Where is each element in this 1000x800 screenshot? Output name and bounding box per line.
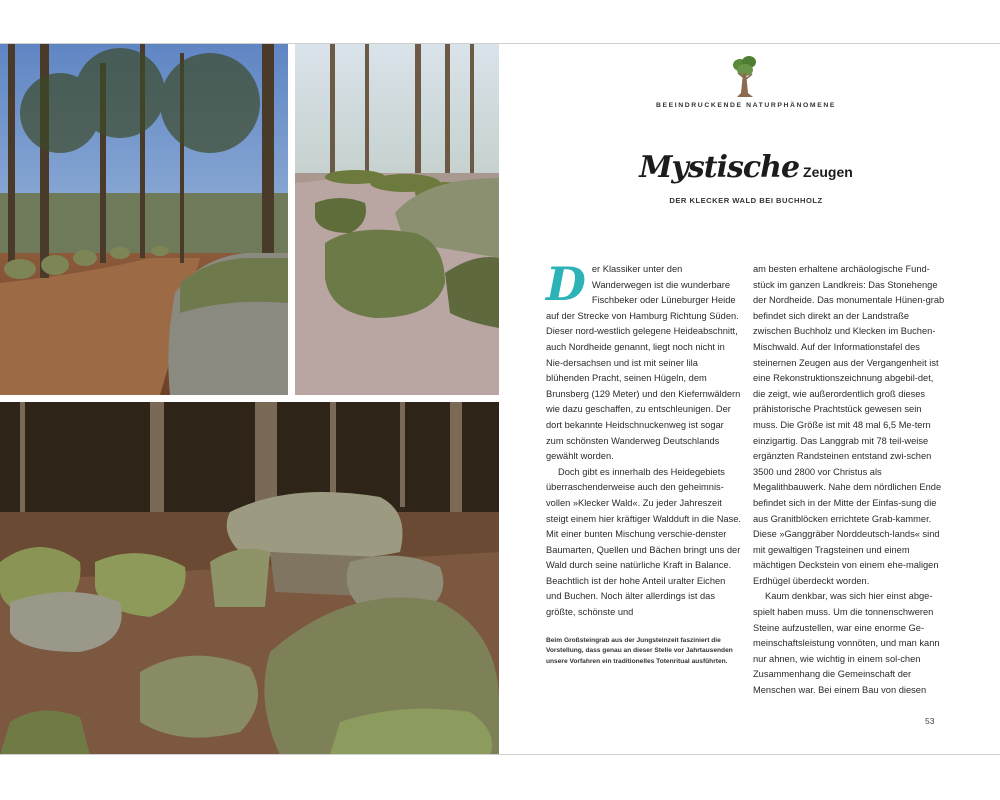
title-plain: Zeugen bbox=[803, 164, 853, 180]
paragraph: Doch gibt es innerhalb des Heidegebiets überraschenderweise auch den geheimnis-vollen »Klecker Wald«. Zu jeder Jahreszeit steigt einem hier kräftiger Waldduft in die Nase. Mit einer bunten Mischung verschie-denster Baumarten, Quellen und Bächen bringt uns der Wald durch seine natürliche Kraft in Balance. Beachtlich ist der hohe Anteil uralter Eichen und Buchen. Noch älter allerdings ist das größte, schönste und bbox=[546, 466, 741, 618]
article-title bbox=[600, 150, 892, 185]
paragraph-text: er Klassiker unter den Wanderwegen ist die wunderbare Fischbeker oder Lüneburger Heide auf der Strecke von Hamburg Richtung Süden. Dieser nord-westlich gelegene Heideabschnitt, auch Nordheide genannt, liegt noch nicht in Nie-dersachsen und ist mit seiner lila blühenden Pracht, seinen Hügeln, dem Brunsberg (129 Meter) und den Kiefernwäldern wie dazu geschaffen, zu entschleunigen. Der dort bekannte Heidschnuckenweg ist sogar zum schönsten Wanderweg Deutschlands gewählt worden. bbox=[546, 264, 741, 462]
photo-forest-path bbox=[0, 43, 288, 395]
paragraph: Kaum denkbar, was sich hier einst abge-spielt haben muss. Um die tonnenschweren Steine aufzustellen, war eine enorme Ge-meinschaftsleistung vonnöten, und man kann nur ahnen, wie wichtig in einem sol-chen Zusammenhang die Gemeinschaft der Menschen war. Bei einem Bau von diesen bbox=[753, 591, 940, 696]
text-column-left bbox=[546, 257, 742, 621]
title-script: Mystische bbox=[639, 150, 800, 185]
paragraph bbox=[546, 257, 742, 465]
section-label: BEEINDRUCKENDE NATURPHÄNOMENE bbox=[656, 102, 836, 109]
text-column-right bbox=[753, 262, 948, 699]
photo-caption: Beim Großsteingrab aus der Jungsteinzeit fasziniert die Vorstellung, dass genau an dieser Stelle vor Jahrtausenden unsere Vorfahren ein traditionelles Totenritual ausführten. bbox=[546, 637, 733, 665]
page-number: 53 bbox=[925, 716, 935, 726]
photo-stone-row bbox=[295, 43, 499, 395]
drop-cap: D bbox=[546, 257, 586, 311]
article-subtitle: DER KLECKER WALD BEI BUCHHOLZ bbox=[669, 196, 823, 205]
tree-logo-icon bbox=[731, 55, 759, 99]
photo-dolmen bbox=[0, 402, 499, 755]
paragraph: am besten erhaltene archäologische Fund-stück im ganzen Landkreis: Das Stonehenge der Nordheide. Das monumentale Hünen-grab befindet sich direkt an der Landstraße zwischen Buchholz und Klecken im Buchen-Mischwald. Auf der Informationstafel des steinernen Zeugen aus der Vergangenheit ist eine Rekonstruktionszeichnung abgebil-det, die zeigt, wie außerordentlich groß dieses prähistorische Prachtstück gewesen sein muss. Die Größe ist mit 48 mal 6,5 Me-tern einzigartig. Das Langgrab mit 78 teil-weise ergänzten Randsteinen entstand zwi-schen 3500 und 2800 vor Christus als Megalithbauwerk. Nahe dem nördlichen Ende befindet sich in der Mitte der Einfas-sung die aus Granitblöcken errichtete Grab-kammer. Diese »Ganggräber Norddeutsch-lands« sind mit gewaltigen Tragsteinen und einem mächtigen Deckstein von einem ehe-maligen Erdhügel überdeckt worden. bbox=[753, 264, 945, 586]
